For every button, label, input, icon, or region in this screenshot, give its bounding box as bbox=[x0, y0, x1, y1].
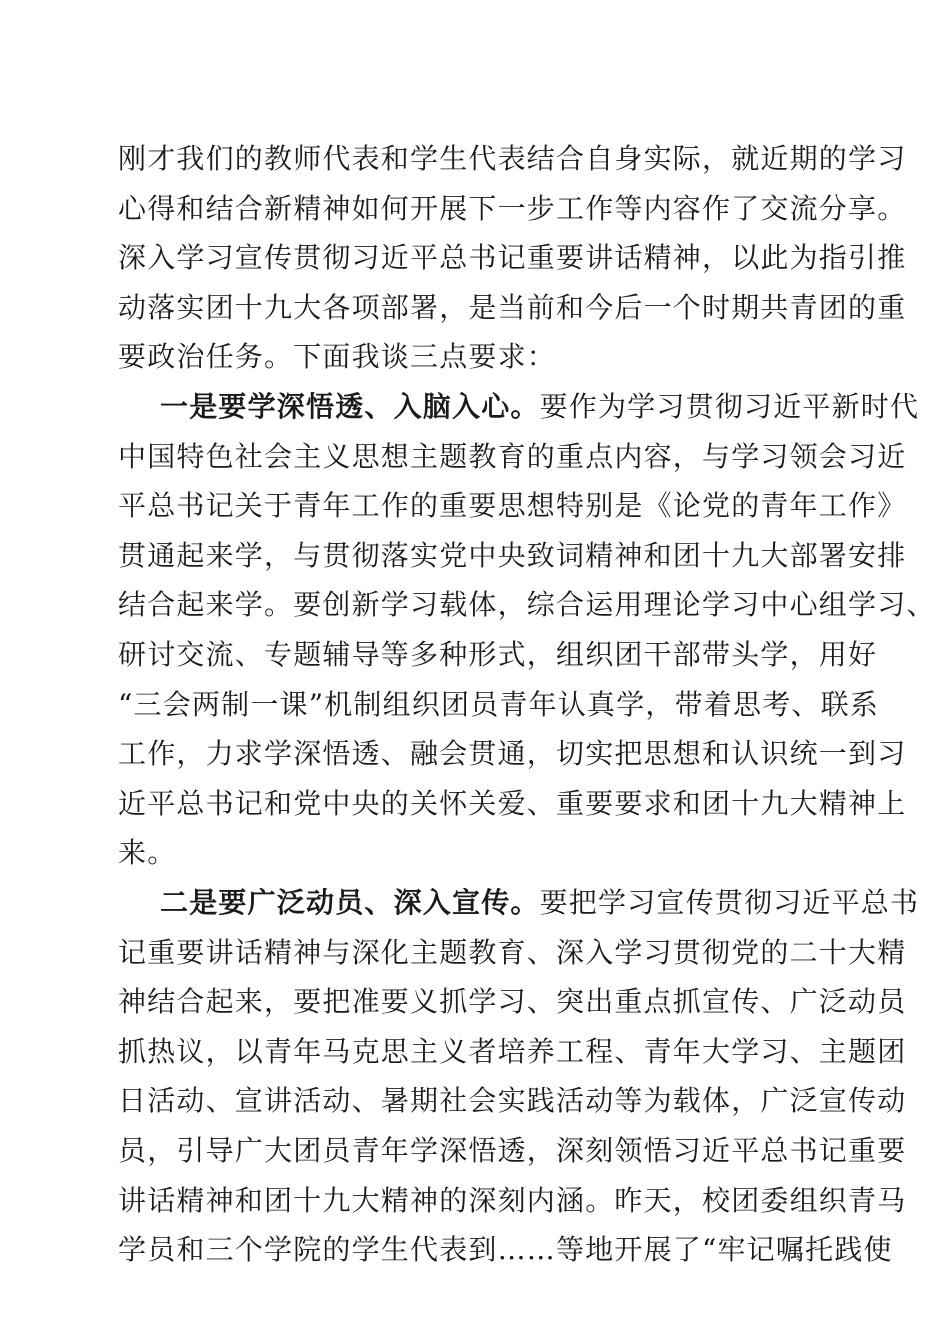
section1-line-5: 研讨交流、专题辅导等多种形式，组织团干部带头学，用好 bbox=[118, 638, 878, 671]
section1-line-3: 贯通起来学，与贯彻落实党中央致词精神和团十九大部署安排 bbox=[118, 538, 907, 572]
section1-line-6: “三会两制一课”机制组织团员青年认真学，带着思考、联系 bbox=[118, 687, 880, 721]
section1-heading: 一是要学深悟透、入脑入心。 bbox=[160, 390, 540, 423]
section2-line-4: 日活动、宣讲活动、暑期社会实践活动等为载体，广泛宣传动 bbox=[118, 1084, 907, 1118]
section1-line-9: 来。 bbox=[118, 836, 177, 870]
section2-line-5: 员，引导广大团员青年学深悟透，深刻领悟习近平总书记重要 bbox=[118, 1134, 907, 1167]
section2-line-3: 抓热议，以青年马克思主义者培养工程、青年大学习、主题团 bbox=[118, 1034, 907, 1068]
section2-heading: 二是要广泛动员、深入宣传。 bbox=[160, 886, 540, 919]
section1-line-4: 结合起来学。要创新学习载体，综合运用理论学习中心组学习、 bbox=[118, 588, 936, 622]
intro-line-3: 深入学习宣传贯彻习近平总书记重要讲话精神，以此为指引推 bbox=[118, 241, 907, 275]
section2-first-line bbox=[160, 881, 920, 925]
section1-line-8: 近平总书记和党中央的关怀关爱、重要要求和团十九大精神上 bbox=[118, 786, 907, 820]
section2-first-line-rest: 要把学习宣传贯彻习近平总书 bbox=[539, 886, 920, 919]
section2-line-6: 讲话精神和团十九大精神的深刻内涵。昨天，校团委组织青马 bbox=[118, 1183, 907, 1217]
section1-line-1: 中国特色社会主义思想主题教育的重点内容，与学习领会习近 bbox=[118, 439, 907, 473]
section2-line-2: 神结合起来，要把准要义抓学习、突出重点抓宣传、广泛动员 bbox=[118, 985, 907, 1019]
intro-line-4: 动落实团十九大各项部署，是当前和今后一个时期共青团的重 bbox=[118, 290, 907, 324]
section1-first-line bbox=[160, 385, 920, 429]
section2-line-1: 记重要讲话精神与深化主题教育、深入学习贯彻党的二十大精 bbox=[118, 935, 907, 969]
section2-line-7: 学员和三个学院的学生代表到……等地开展了“牢记嘱托践使 bbox=[118, 1233, 893, 1267]
section1-line-7: 工作，力求学深悟透、融会贯通，切实把思想和认识统一到习 bbox=[118, 737, 907, 771]
intro-line-5: 要政治任务。下面我谈三点要求： bbox=[118, 340, 557, 374]
section1-first-line-rest: 要作为学习贯彻习近平新时代 bbox=[539, 390, 920, 423]
intro-line-2: 心得和结合新精神如何开展下一步工作等内容作了交流分享。 bbox=[118, 191, 907, 225]
section1-line-2: 平总书记关于青年工作的重要思想特别是《论党的青年工作》 bbox=[118, 489, 907, 523]
intro-line-1: 刚才我们的教师代表和学生代表结合自身实际，就近期的学习 bbox=[118, 142, 907, 175]
